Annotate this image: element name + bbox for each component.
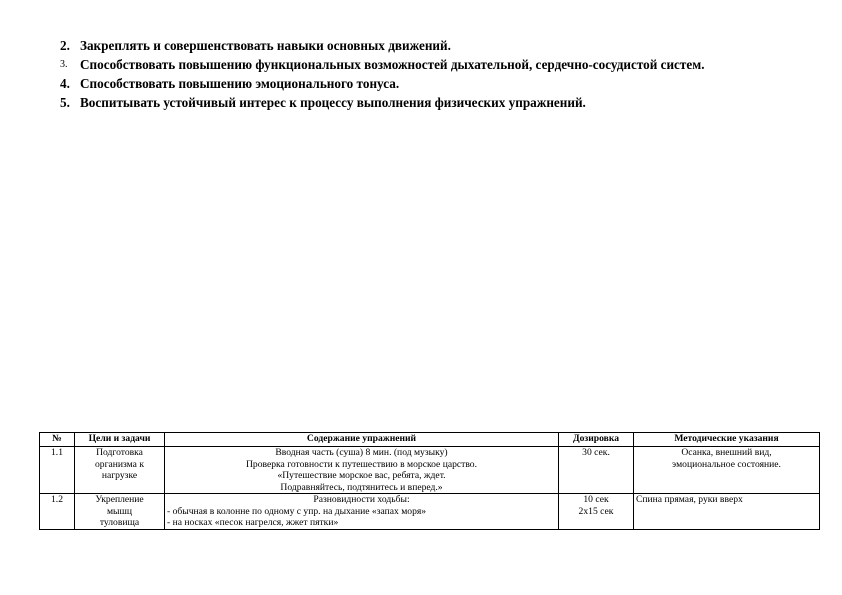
table-header-row [40, 433, 820, 447]
header-content: Содержание упражнений [165, 433, 559, 447]
method-line: Спина прямая, руки вверх [636, 494, 743, 505]
header-number: № [40, 433, 75, 447]
goal-item [60, 36, 800, 55]
goal-line: туловища [99, 517, 140, 528]
goal-item [60, 55, 800, 74]
table-row [40, 447, 820, 494]
goal-number: 2. [60, 38, 70, 53]
row-method [634, 494, 820, 530]
content-line: Подравняйтесь, подтянитесь и вперед.» [280, 481, 443, 493]
goal-text: Закреплять и совершенствовать навыки основных движений. [80, 38, 451, 53]
header-method: Методические указания [634, 433, 820, 447]
lesson-plan-table [39, 432, 820, 530]
goals-list [60, 36, 800, 112]
row-method [634, 447, 820, 494]
method-line: Осанка, внешний вид, [681, 447, 772, 458]
goal-text: Способствовать повышению функциональных возможностей дыхательной, сердечно-сосудистой систем. [80, 57, 705, 72]
row-content [165, 494, 559, 530]
dosage-line: 10 сек [583, 494, 609, 505]
row-dosage [559, 494, 634, 530]
content-line: - на носках «песок нагрелся, жжет пятки» [167, 517, 339, 528]
row-goal [75, 447, 165, 494]
goal-number: 3. [60, 59, 68, 70]
content-line: Вводная часть (суша) 8 мин. (под музыку) [275, 447, 448, 458]
goal-item [60, 74, 800, 93]
goal-number: 4. [60, 76, 70, 91]
dosage-line: 30 сек. [582, 447, 610, 458]
row-goal [75, 494, 165, 530]
row-number: 1.2 [40, 494, 75, 530]
header-dosage: Дозировка [559, 433, 634, 447]
content-line: «Путешествие морское вас, ребята, ждет. [277, 470, 446, 481]
content-line: Проверка готовности к путешествию в морское царство. [245, 458, 478, 470]
goal-line: мышц [106, 505, 133, 517]
row-number: 1.1 [40, 447, 75, 494]
row-dosage [559, 447, 634, 494]
table-row [40, 494, 820, 530]
goal-text: Способствовать повышению эмоционального тонуса. [80, 76, 400, 91]
goal-text: Воспитывать устойчивый интерес к процессу выполнения физических упражнений. [80, 95, 586, 110]
goal-line: Укрепление [95, 494, 144, 505]
dosage-line: 2х15 сек [578, 505, 614, 517]
header-goals: Цели и задачи [75, 433, 165, 447]
goal-line: Подготовка [96, 447, 143, 458]
method-line: эмоциональное состояние. [672, 458, 781, 470]
goal-number: 5. [60, 95, 70, 110]
content-line: Разновидности ходьбы: [313, 494, 410, 505]
goal-item [60, 93, 800, 112]
goal-line: организма к [94, 458, 145, 470]
content-line: - обычная в колонне по одному с упр. на дыхание «запах моря» [167, 505, 427, 517]
row-content [165, 447, 559, 494]
goal-line: нагрузке [101, 470, 138, 481]
